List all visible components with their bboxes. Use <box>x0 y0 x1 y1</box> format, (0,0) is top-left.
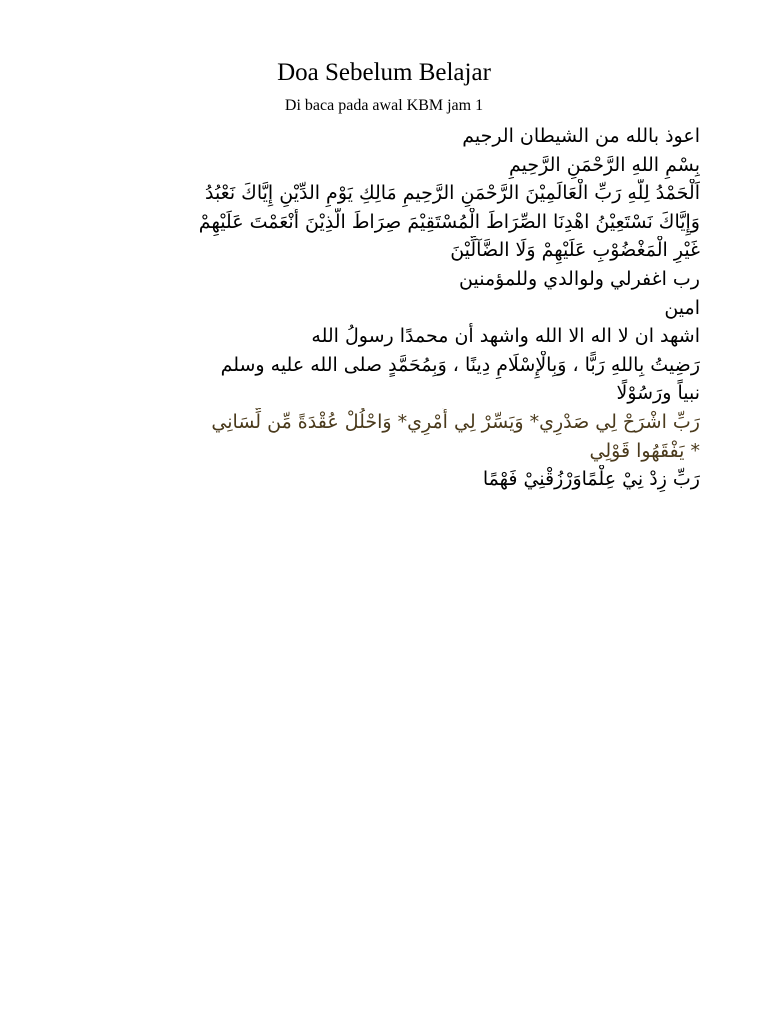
prayer-line-amin: امين <box>664 296 700 319</box>
prayer-line-radhitu-2: نبياً ورَسُوْلًا <box>616 382 700 405</box>
prayer-line-rabbizidni: رَبِّ زِدْ نِيْ عِلْمًاوَرْزُقْنِيْ فَهْمًا <box>482 468 700 491</box>
document-subtitle: Di baca pada awal KBM jam 1 <box>284 97 484 114</box>
prayer-line-taawudz: اعوذ بالله من الشيطان الرجيم <box>462 125 700 147</box>
prayer-line-fatihah-3: غَيْرِ الْمَغْضُوْبِ عَلَيْهِمْ وَلَا الضَّآلِّيْنَ <box>450 239 700 262</box>
document-title: Doa Sebelum Belajar <box>277 59 491 86</box>
prayer-line-fatihah-1: اَلْحَمْدُ لِلّهِ رَبِّ الْعَالَمِيْنَ الرَّحْمَنِ الرَّحِيمِ مَالِكِ يَوْمِ الدِّيْنِ إِيَّاكَ نَعْبُدُ <box>204 182 700 205</box>
prayer-line-radhitu-1: رَضِيتُ بِاللهِ رَبًّا ، وَبِالْإِسْلَامِ دِينًا ، وَبِمُحَمَّدٍ صلى الله عليه وسلم <box>220 353 700 376</box>
prayer-line-syahadat: اشهد ان لا اله الا الله واشهد أن محمدًا رسولُ الله <box>311 325 700 348</box>
prayer-line-istighfar: رب اغفرلي ولوالدي وللمؤمنين <box>459 267 700 290</box>
prayer-line-rabbisyrah-2: * يَفْقَهُوا قَوْلِي <box>589 439 700 462</box>
prayer-line-basmalah: بِسْمِ اللهِ الرَّحْمَنِ الرَّحِيمِ <box>509 153 700 176</box>
prayer-text <box>96 122 700 494</box>
prayer-line-fatihah-2: وَإِيَّاكَ نَسْتَعِيْنُ اهْدِنَا الصِّرَاطَ الْمُسْتَقِيْمَ صِرَاطَ الَّذِيْنَ أَنْعَمْتَ عَلَيْهِمْ <box>198 210 700 233</box>
prayer-line-rabbisyrah-1: رَبِّ اشْرَحْ لِي صَدْرِي* وَيَسِّرْ لِي أَمْرِي* وَاحْلُلْ عُقْدَةً مِّن لِّسَانِي <box>211 410 700 433</box>
